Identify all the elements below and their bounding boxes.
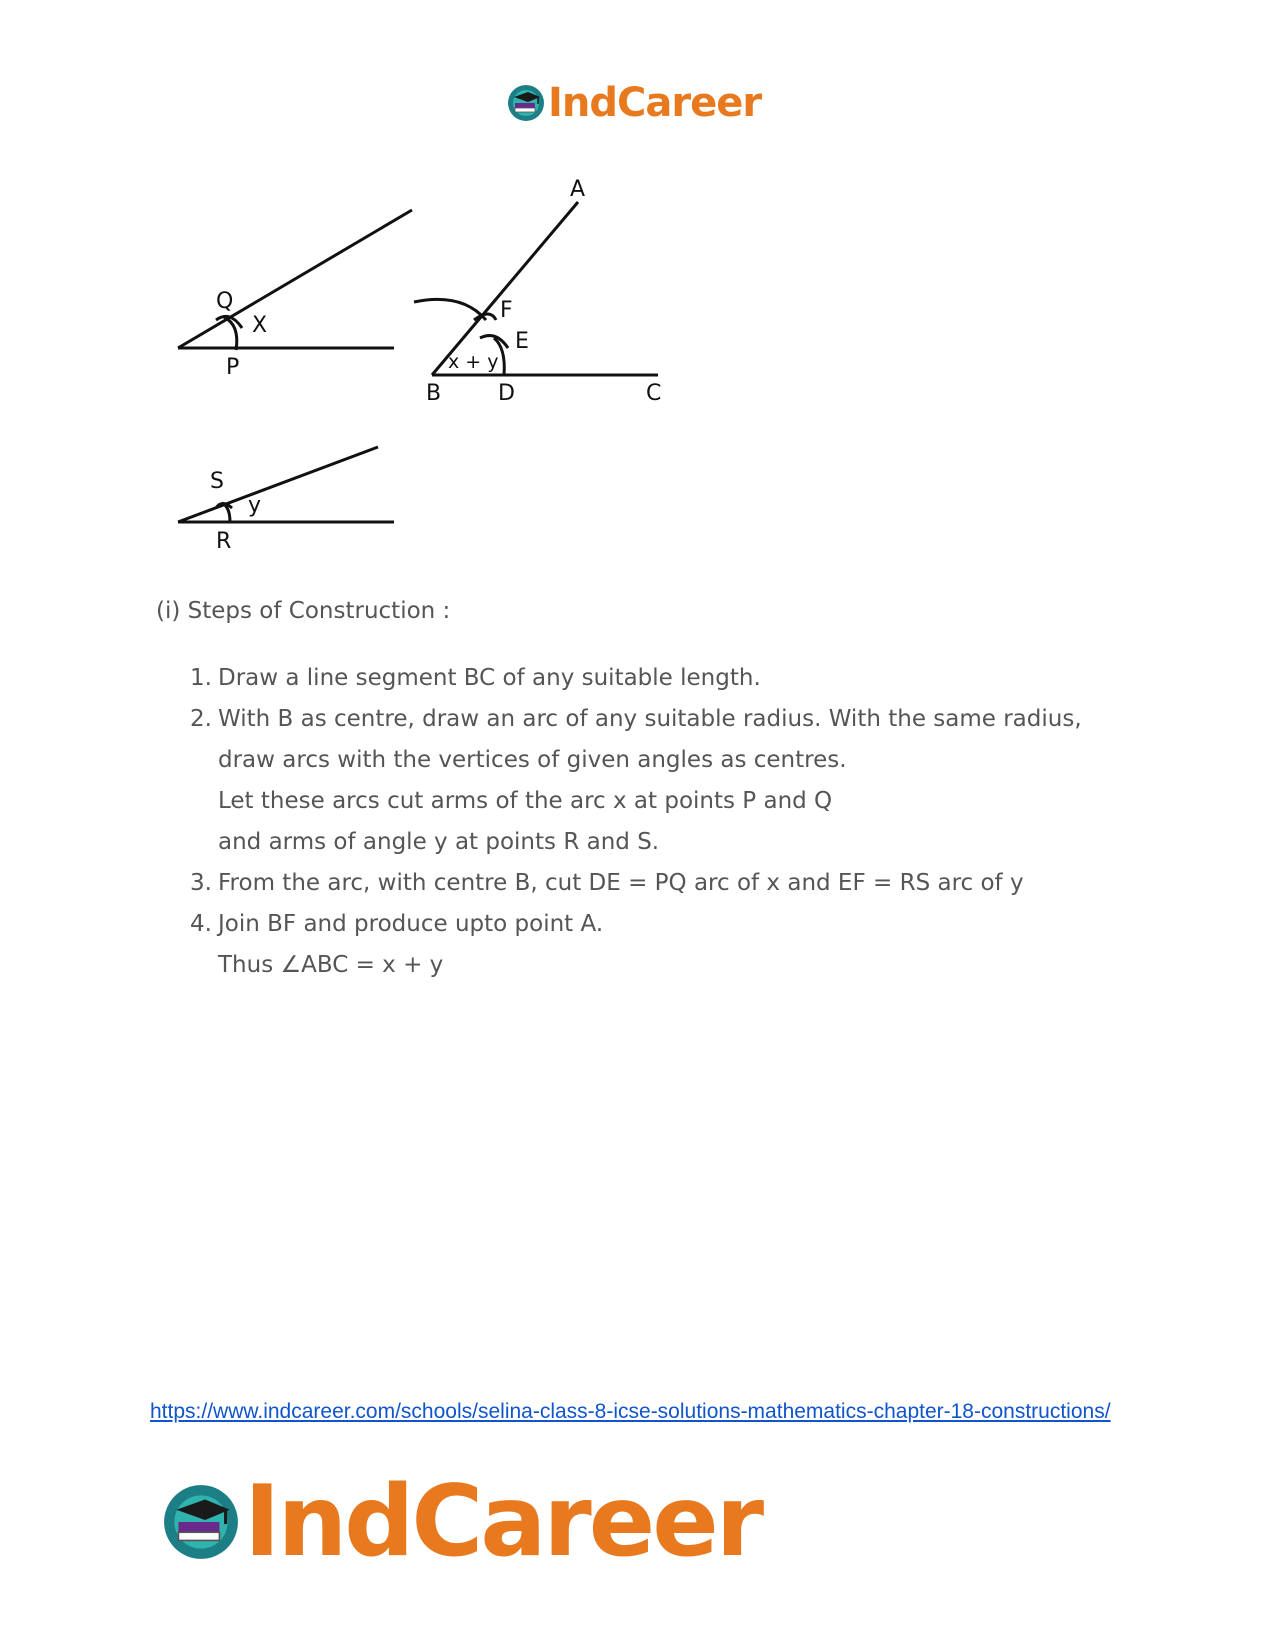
angle-y-upper-arm	[178, 447, 378, 522]
angle-x-upper-arm	[178, 210, 412, 348]
label-a: A	[570, 177, 586, 202]
step-item	[190, 699, 1082, 863]
steps-list	[156, 658, 1082, 986]
step-line: draw arcs with the vertices of given angles as centres.	[218, 747, 847, 773]
construction-figure	[150, 170, 710, 590]
label-y: y	[248, 493, 262, 518]
footer-logo	[160, 1465, 761, 1579]
step-line: and arms of angle y at points R and S.	[218, 829, 660, 855]
step-line: With B as centre, draw an arc of any suitable radius. With the same radius,	[218, 706, 1082, 732]
label-b: B	[426, 381, 442, 406]
label-e: E	[515, 329, 529, 354]
label-s: S	[210, 469, 224, 494]
label-d: D	[498, 381, 515, 406]
label-sum: x + y	[448, 351, 499, 373]
header-logo	[506, 80, 761, 126]
logo-text: IndCareer	[244, 1465, 762, 1579]
step-number: 4.	[190, 911, 212, 937]
label-x: X	[252, 313, 268, 338]
angle-x-arc	[224, 317, 237, 350]
step-number: 3.	[190, 870, 212, 896]
label-p: P	[226, 355, 240, 380]
label-f: F	[500, 298, 513, 323]
logo-text: IndCareer	[548, 80, 762, 126]
steps-heading: (i) Steps of Construction :	[156, 598, 451, 624]
step-number: 2.	[190, 706, 212, 732]
label-q: Q	[216, 289, 234, 314]
step-item	[190, 904, 1082, 986]
label-r: R	[216, 529, 232, 554]
construction-steps	[156, 598, 1082, 986]
step-item	[190, 658, 1082, 699]
ray-ba	[432, 202, 578, 375]
step-line: From the arc, with centre B, cut DE = PQ arc of x and EF = RS arc of y	[218, 870, 1024, 896]
step-line: Join BF and produce upto point A.	[218, 911, 604, 937]
source-link[interactable]: https://www.indcareer.com/schools/selina-class-8-icse-solutions-mathematics-chapter-18-constructions/	[150, 1400, 1111, 1423]
step-line: Draw a line segment BC of any suitable length.	[218, 665, 761, 691]
label-c: C	[646, 381, 662, 406]
step-number: 1.	[190, 665, 212, 691]
step-line: Let these arcs cut arms of the arc x at points P and Q	[218, 788, 833, 814]
step-item	[190, 863, 1082, 904]
step-line: Thus ∠ABC = x + y	[218, 952, 444, 978]
large-arc-from-b	[414, 299, 486, 320]
graduation-cap-icon	[506, 83, 546, 123]
graduation-cap-icon	[160, 1481, 242, 1563]
arc-e-tick	[480, 336, 508, 348]
